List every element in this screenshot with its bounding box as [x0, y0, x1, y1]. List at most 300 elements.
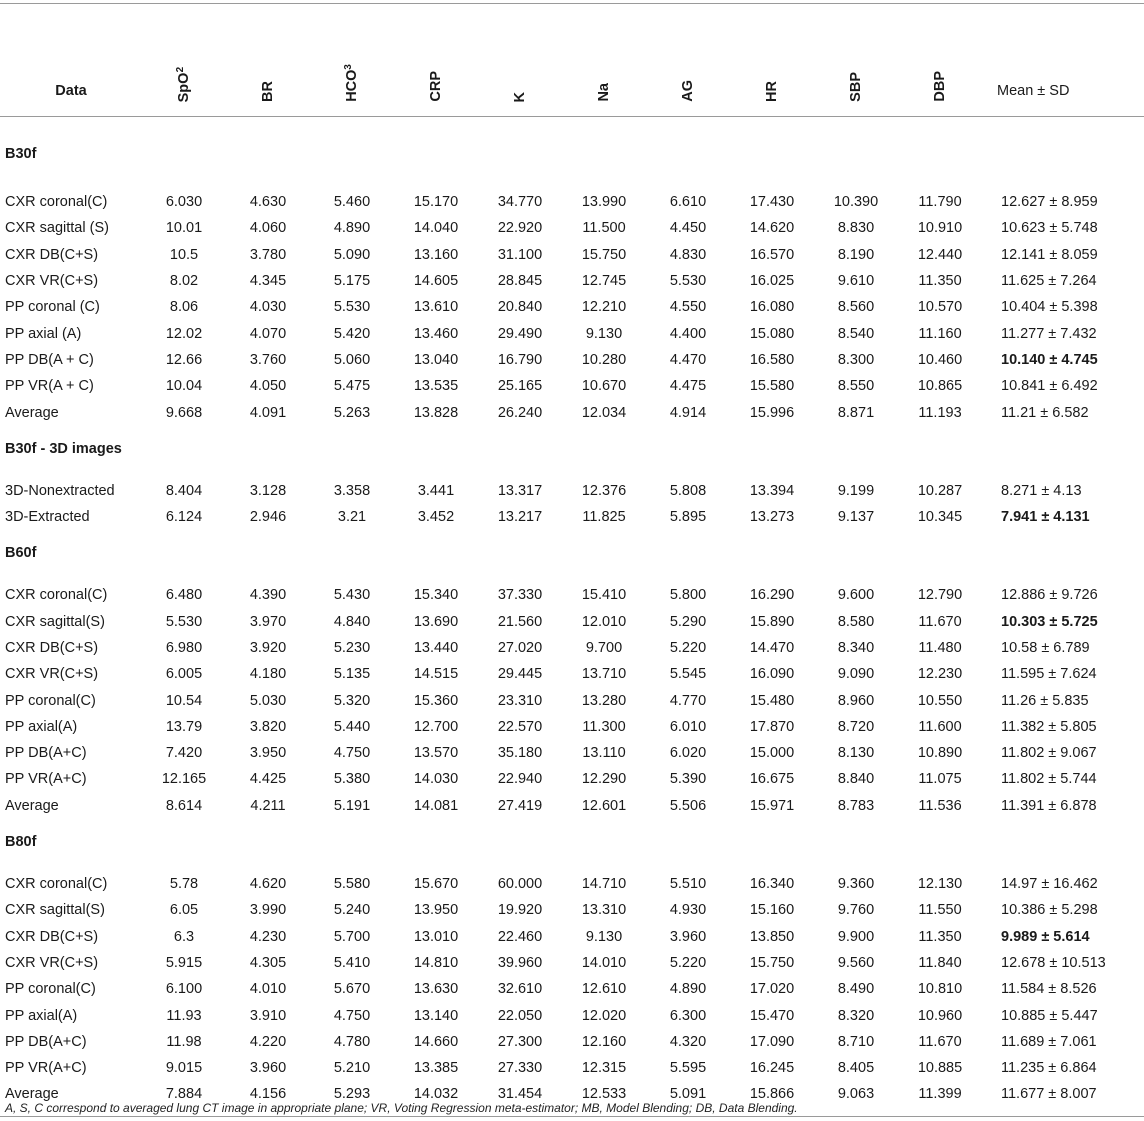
cell-value: 10.04 [165, 378, 203, 395]
header-col-label [429, 71, 444, 102]
table-row [0, 504, 1144, 530]
table-row [0, 924, 1144, 950]
table-row [0, 478, 1144, 504]
cell-value: 15.971 [749, 797, 795, 814]
cell-value: 12.290 [581, 771, 627, 788]
cell-value: 4.305 [249, 954, 287, 971]
header-col-label [513, 92, 528, 102]
row-label: CXR VR(C+S) [5, 273, 99, 290]
cell-value: 16.025 [749, 273, 795, 290]
header-col-main: SpO [175, 72, 192, 102]
cell-value: 13.850 [749, 928, 795, 945]
cell-value: 9.900 [837, 928, 875, 945]
cell-value: 14.010 [581, 954, 627, 971]
cell-value: 14.081 [413, 797, 459, 814]
cell-value: 8.490 [837, 981, 875, 998]
cell-value: 12.745 [581, 273, 627, 290]
cell-value: 5.595 [669, 1060, 707, 1077]
cell-value: 6.3 [173, 928, 195, 945]
cell-value: 5.915 [165, 954, 203, 971]
cell-value: 17.870 [749, 718, 795, 735]
cell-value: 11.160 [918, 325, 962, 342]
table-row [0, 635, 1144, 661]
cell-value: 15.170 [413, 194, 459, 211]
cell-value: 5.530 [669, 273, 707, 290]
cell-value: 10.885 [917, 1060, 963, 1077]
table-row [0, 582, 1144, 608]
table-row [0, 1029, 1144, 1055]
cell-value: 5.090 [333, 246, 371, 263]
cell-value: 11.075 [918, 771, 962, 788]
header-col-5 [478, 4, 562, 117]
cell-value: 5.420 [333, 325, 371, 342]
cell-value: 8.404 [165, 482, 203, 499]
cell-value: 13.040 [413, 351, 459, 368]
header-col-label [849, 72, 864, 102]
cell-value: 14.030 [413, 771, 459, 788]
cell-value: 8.960 [837, 692, 875, 709]
row-label: PP VR(A+C) [5, 771, 87, 788]
cell-value: 3.780 [249, 246, 287, 263]
cell-value: 3.441 [417, 482, 455, 499]
cell-value: 22.050 [497, 1007, 543, 1024]
cell-value: 5.390 [669, 771, 707, 788]
header-col-3 [310, 4, 394, 117]
cell-value: 10.01 [165, 220, 203, 237]
header-col-7 [646, 4, 730, 117]
cell-value: 26.240 [497, 404, 543, 421]
cell-value: 13.273 [749, 509, 795, 526]
table-row [0, 242, 1144, 268]
cell-value: 11.98 [166, 1033, 202, 1050]
cell-value: 9.137 [837, 509, 875, 526]
cell-value: 4.156 [249, 1086, 287, 1103]
cell-value: 14.660 [413, 1033, 459, 1050]
cell-value: 13.160 [413, 246, 459, 263]
cell-mean-sd: 10.841 ± 6.492 [1001, 378, 1098, 395]
cell-value: 4.211 [250, 797, 286, 814]
header-col-wrap [646, 80, 730, 116]
cell-value: 7.884 [165, 1086, 203, 1103]
cell-value: 5.530 [333, 299, 371, 316]
row-label: Average [5, 404, 59, 421]
cell-value: 12.790 [917, 587, 963, 604]
cell-mean-sd: 10.386 ± 5.298 [1001, 902, 1098, 919]
cell-mean-sd: 10.303 ± 5.725 [1001, 613, 1098, 630]
cell-value: 10.810 [917, 981, 963, 998]
section-title: B60f [5, 545, 37, 562]
cell-value: 4.180 [249, 666, 287, 683]
cell-value: 3.990 [249, 902, 287, 919]
cell-value: 13.440 [413, 640, 459, 656]
table-row [0, 609, 1144, 635]
cell-value: 11.300 [582, 718, 626, 735]
cell-value: 15.750 [749, 954, 795, 971]
cell-value: 4.010 [249, 981, 287, 998]
cell-value: 4.550 [669, 299, 707, 316]
cell-value: 3.910 [249, 1007, 287, 1024]
row-label: 3D-Nonextracted [5, 482, 115, 499]
cell-mean-sd: 11.677 ± 8.007 [1001, 1086, 1097, 1103]
cell-mean-sd: 10.885 ± 5.447 [1001, 1007, 1098, 1024]
cell-value: 8.340 [837, 640, 875, 656]
cell-value: 5.545 [669, 666, 707, 683]
cell-value: 4.450 [669, 220, 707, 237]
cell-value: 5.700 [333, 928, 371, 945]
row-label: PP axial(A) [5, 1007, 78, 1024]
cell-value: 4.400 [669, 325, 707, 342]
cell-value: 6.100 [165, 981, 203, 998]
cell-value: 10.280 [581, 351, 627, 368]
cell-value: 11.350 [918, 928, 962, 945]
cell-mean-sd: 12.141 ± 8.059 [1001, 246, 1098, 263]
table-row [0, 215, 1144, 241]
cell-mean-sd: 7.941 ± 4.131 [1001, 509, 1090, 526]
row-label: CXR coronal(C) [5, 587, 108, 604]
header-col-main: AG [679, 80, 696, 102]
cell-value: 9.199 [837, 482, 875, 499]
cell-value: 11.825 [582, 509, 626, 526]
cell-value: 4.220 [249, 1033, 287, 1050]
cell-mean-sd: 14.97 ± 16.462 [1001, 876, 1098, 893]
cell-value: 12.376 [581, 482, 627, 499]
cell-value: 4.425 [249, 771, 287, 788]
cell-value: 27.330 [497, 1060, 543, 1077]
cell-mean-sd: 11.584 ± 8.526 [1001, 981, 1097, 998]
cell-value: 5.210 [333, 1060, 371, 1077]
cell-value: 9.063 [837, 1086, 875, 1103]
section-spacer [0, 464, 1144, 478]
cell-value: 16.290 [749, 587, 795, 604]
header-col-wrap [730, 81, 814, 116]
section-title: B80f [5, 833, 37, 850]
row-label: CXR coronal(C) [5, 194, 108, 211]
header-col-label [765, 81, 780, 102]
cell-value: 4.770 [669, 692, 707, 709]
section-spacer [0, 857, 1144, 871]
cell-value: 5.230 [333, 640, 371, 656]
cell-value: 15.470 [749, 1007, 795, 1024]
cell-value: 14.032 [413, 1086, 459, 1103]
cell-value: 3.950 [249, 745, 287, 762]
table-row [0, 976, 1144, 1002]
cell-value: 5.460 [333, 194, 371, 211]
cell-value: 15.670 [413, 876, 459, 893]
header-col-sub: 3 [342, 64, 354, 70]
cell-mean-sd: 10.140 ± 4.745 [1001, 351, 1098, 368]
cell-value: 3.760 [249, 351, 287, 368]
cell-value: 8.06 [169, 299, 199, 316]
cell-value: 6.05 [169, 902, 199, 919]
cell-value: 5.060 [333, 351, 371, 368]
cell-value: 5.191 [333, 797, 371, 814]
header-col-9 [814, 4, 898, 117]
cell-value: 10.390 [833, 194, 879, 211]
cell-value: 10.910 [917, 220, 963, 237]
cell-value: 4.050 [249, 378, 287, 395]
row-label: PP VR(A+C) [5, 1060, 87, 1077]
header-col-main: K [511, 91, 528, 102]
cell-value: 16.675 [749, 771, 795, 788]
cell-value: 13.310 [581, 902, 627, 919]
cell-value: 6.480 [165, 587, 203, 604]
cell-value: 13.610 [413, 299, 459, 316]
cell-value: 5.800 [669, 587, 707, 604]
cell-value: 25.165 [497, 378, 543, 395]
header-col-1 [142, 4, 226, 117]
header-data: Data [0, 4, 142, 117]
cell-value: 8.320 [837, 1007, 875, 1024]
table-row [0, 347, 1144, 373]
header-col-wrap [478, 92, 562, 116]
cell-mean-sd: 10.623 ± 5.748 [1001, 220, 1098, 237]
cell-value: 12.440 [917, 246, 963, 263]
cell-value: 3.960 [669, 928, 707, 945]
cell-value: 60.000 [497, 876, 543, 893]
cell-value: 15.996 [749, 404, 795, 421]
cell-value: 5.175 [333, 273, 371, 290]
cell-value: 9.560 [837, 954, 875, 971]
cell-value: 8.720 [837, 718, 875, 735]
cell-value: 4.070 [249, 325, 287, 342]
cell-value: 10.570 [917, 299, 963, 316]
section-heading-row [0, 819, 1144, 857]
cell-value: 31.100 [497, 246, 543, 263]
cell-mean-sd: 11.21 ± 6.582 [1001, 404, 1089, 421]
table-row [0, 950, 1144, 976]
header-col-main: BR [259, 81, 276, 102]
cell-value: 13.79 [165, 718, 203, 735]
cell-value: 12.034 [581, 404, 627, 421]
cell-value: 11.500 [582, 220, 626, 237]
cell-value: 14.040 [413, 220, 459, 237]
cell-value: 16.080 [749, 299, 795, 316]
cell-value: 4.930 [669, 902, 707, 919]
cell-value: 4.750 [333, 1007, 371, 1024]
cell-value: 13.110 [582, 745, 626, 762]
cell-mean-sd: 11.382 ± 5.805 [1001, 718, 1097, 735]
data-table [0, 4, 1144, 1117]
cell-value: 9.600 [837, 587, 875, 604]
cell-value: 22.570 [497, 718, 543, 735]
table-row [0, 714, 1144, 740]
cell-value: 16.245 [749, 1060, 795, 1077]
cell-value: 4.780 [333, 1033, 371, 1050]
cell-value: 5.430 [333, 587, 371, 604]
cell-value: 15.750 [581, 246, 627, 263]
header-stat: Mean ± SD [982, 4, 1144, 117]
header-col-main: CRP [427, 71, 444, 102]
cell-value: 17.020 [749, 981, 795, 998]
cell-value: 27.419 [497, 797, 543, 814]
cell-value: 6.030 [165, 194, 203, 211]
header-col-main: SBP [847, 72, 864, 102]
cell-value: 13.828 [413, 404, 459, 421]
cell-value: 11.193 [918, 404, 962, 421]
header-col-wrap [226, 81, 310, 116]
cell-value: 5.475 [333, 378, 371, 395]
spacer-cell [0, 568, 1144, 582]
cell-value: 12.315 [581, 1060, 627, 1077]
cell-value: 35.180 [497, 745, 543, 762]
cell-value: 19.920 [497, 902, 543, 919]
cell-value: 6.020 [669, 745, 707, 762]
spacer-cell [0, 857, 1144, 871]
cell-value: 11.670 [918, 613, 962, 630]
cell-value: 11.536 [918, 797, 962, 814]
cell-value: 12.210 [581, 299, 627, 316]
header-col-label [342, 64, 360, 102]
cell-mean-sd: 11.235 ± 6.864 [1001, 1060, 1097, 1077]
header-col-wrap [310, 64, 394, 116]
cell-value: 9.130 [585, 928, 623, 945]
cell-value: 12.533 [581, 1086, 627, 1103]
cell-value: 3.128 [249, 482, 287, 499]
cell-value: 10.5 [169, 246, 199, 263]
section-title: B30f - 3D images [5, 440, 122, 457]
header-col-main: Na [595, 83, 612, 102]
cell-value: 8.02 [169, 273, 199, 290]
cell-value: 27.020 [497, 640, 543, 656]
row-label: PP coronal (C) [5, 299, 100, 316]
row-label: CXR VR(C+S) [5, 666, 99, 683]
cell-value: 14.515 [413, 666, 459, 683]
table-row [0, 687, 1144, 713]
cell-value: 8.840 [837, 771, 875, 788]
cell-value: 5.808 [669, 482, 707, 499]
cell-value: 6.005 [165, 666, 203, 683]
cell-value: 11.350 [918, 273, 962, 290]
cell-value: 10.890 [917, 745, 963, 762]
spacer-cell [0, 464, 1144, 478]
spacer-cell [0, 175, 1144, 189]
cell-value: 6.010 [669, 718, 707, 735]
cell-value: 13.570 [413, 745, 459, 762]
cell-value: 4.345 [249, 273, 287, 290]
cell-value: 9.090 [837, 666, 875, 683]
cell-value: 14.620 [749, 220, 795, 237]
row-label: Average [5, 797, 59, 814]
section-spacer [0, 175, 1144, 189]
section-title: B30f [5, 146, 37, 162]
table-row [0, 793, 1144, 819]
cell-value: 5.510 [669, 876, 707, 893]
cell-value: 5.293 [333, 1086, 371, 1103]
cell-value: 4.630 [249, 194, 287, 211]
cell-value: 13.217 [497, 509, 543, 526]
cell-value: 17.430 [749, 194, 795, 211]
cell-mean-sd: 11.26 ± 5.835 [1001, 692, 1089, 709]
row-label: PP DB(A + C) [5, 351, 94, 368]
cell-value: 10.54 [165, 692, 203, 709]
cell-value: 12.130 [917, 876, 963, 893]
cell-value: 5.670 [333, 981, 371, 998]
header-col-8 [730, 4, 814, 117]
section-heading-row [0, 117, 1144, 176]
cell-mean-sd: 11.625 ± 7.264 [1001, 273, 1097, 290]
cell-value: 13.690 [413, 613, 459, 630]
cell-value: 13.385 [413, 1060, 459, 1077]
cell-value: 4.890 [333, 220, 371, 237]
header-col-main: HR [763, 81, 780, 102]
cell-value: 12.230 [917, 666, 963, 683]
cell-value: 9.130 [585, 325, 623, 342]
cell-value: 28.845 [497, 273, 543, 290]
cell-value: 10.460 [917, 351, 963, 368]
table-row [0, 661, 1144, 687]
header-col-wrap [142, 67, 226, 116]
cell-value: 31.454 [497, 1086, 543, 1103]
cell-value: 9.015 [165, 1060, 203, 1077]
section-heading-row [0, 530, 1144, 568]
cell-value: 12.610 [581, 981, 627, 998]
cell-value: 9.610 [837, 273, 875, 290]
cell-value: 29.490 [497, 325, 543, 342]
row-label: CXR coronal(C) [5, 876, 108, 893]
cell-value: 13.010 [413, 928, 459, 945]
cell-value: 10.550 [917, 692, 963, 709]
cell-value: 4.830 [669, 246, 707, 263]
header-col-wrap [814, 72, 898, 116]
cell-value: 15.160 [749, 902, 795, 919]
cell-value: 15.080 [749, 325, 795, 342]
row-label: PP axial(A) [5, 718, 78, 735]
cell-value: 5.380 [333, 771, 371, 788]
cell-value: 11.93 [166, 1007, 202, 1024]
cell-value: 11.480 [918, 640, 962, 656]
cell-value: 15.866 [749, 1086, 795, 1103]
cell-value: 8.540 [837, 325, 875, 342]
header-col-6 [562, 4, 646, 117]
section-spacer [0, 568, 1144, 582]
cell-mean-sd: 12.886 ± 9.726 [1001, 587, 1098, 604]
table-row [0, 897, 1144, 923]
cell-value: 11.790 [918, 194, 962, 211]
header-row [0, 4, 1144, 117]
cell-value: 16.570 [749, 246, 795, 263]
cell-mean-sd: 9.989 ± 5.614 [1001, 928, 1090, 945]
cell-value: 4.475 [669, 378, 707, 395]
cell-mean-sd: 11.802 ± 5.744 [1001, 771, 1097, 788]
cell-value: 4.030 [249, 299, 287, 316]
cell-value: 32.610 [497, 981, 543, 998]
row-label: CXR DB(C+S) [5, 246, 99, 263]
cell-value: 12.66 [165, 351, 203, 368]
cell-value: 5.78 [169, 876, 199, 893]
cell-value: 9.760 [837, 902, 875, 919]
cell-value: 5.135 [333, 666, 371, 683]
cell-value: 22.460 [497, 928, 543, 945]
table-row [0, 1002, 1144, 1028]
cell-value: 22.940 [497, 771, 543, 788]
cell-value: 34.770 [497, 194, 543, 211]
cell-value: 10.345 [917, 509, 963, 526]
header-col-label [261, 81, 276, 102]
row-label: CXR sagittal (S) [5, 220, 109, 237]
cell-value: 13.317 [497, 482, 543, 499]
cell-value: 8.300 [837, 351, 875, 368]
row-label: CXR VR(C+S) [5, 954, 99, 971]
table-row [0, 766, 1144, 792]
cell-value: 9.360 [837, 876, 875, 893]
cell-value: 13.460 [413, 325, 459, 342]
row-label: CXR sagittal(S) [5, 902, 105, 919]
cell-value: 13.535 [413, 378, 459, 395]
header-col-label [174, 66, 192, 102]
cell-value: 22.920 [497, 220, 543, 237]
row-label: Average [5, 1086, 59, 1103]
cell-value: 12.601 [581, 797, 627, 814]
